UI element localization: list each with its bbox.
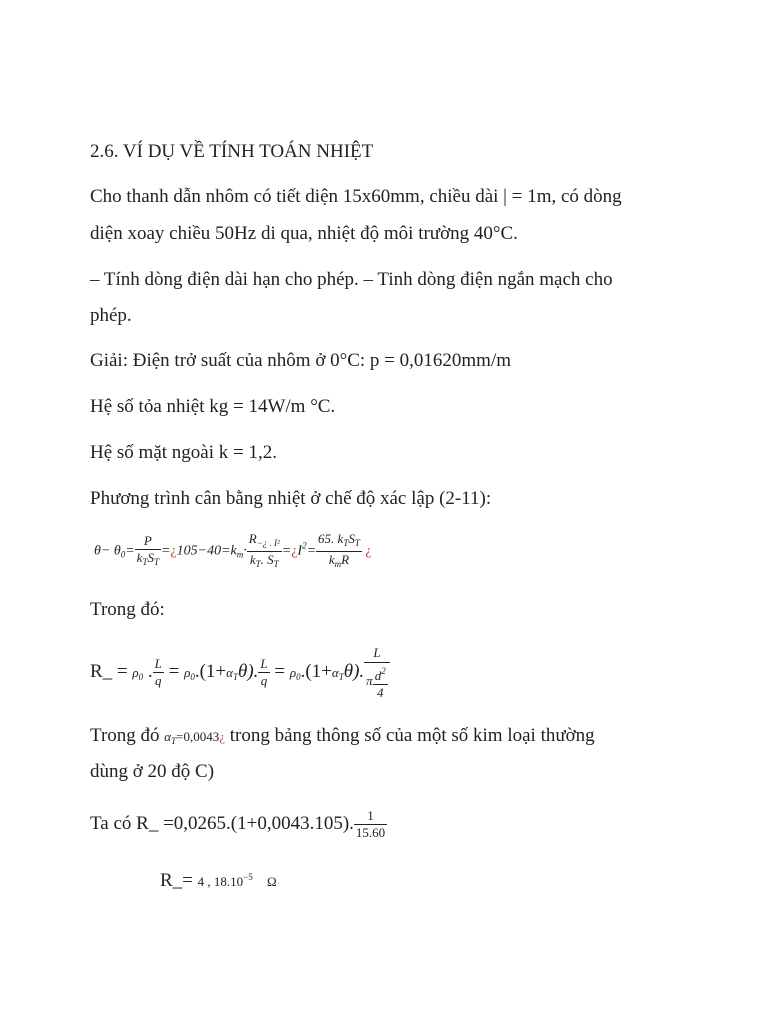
balance-equation-intro: Phương trình cân bằng nhiệt ở chế độ xác lập (2-11): [90,488,492,509]
resistance-calculation [90,806,387,842]
where-label: Trong đó: [90,599,165,620]
eq2-frac-area: L π $\frac{d^2}{4}$ [364,646,390,700]
task-text-line-1: – Tính dòng điện dài hạn cho phép. – Tinh dòng điện ngắn mạch cho [90,269,613,290]
problem-text-line-1: Cho thanh dẫn nhôm có tiết diện 15x60mm, chiều dài | = 1m, có dòng [90,186,622,207]
alpha-value: =0,0043 [176,729,220,744]
alpha-symbol: α [164,729,172,744]
eq1-lhs: θ− θ [94,543,121,559]
eq1-placeholder-2: ¿ [291,543,298,559]
solution-resistivity: Giải: Điện trở suất của nhôm ở 0°C: p = 0,01620mm/m [90,350,512,371]
eq2-prefix: R_ = [90,661,128,682]
result-exponent: −5 [243,872,253,882]
problem-text-line-2: diện xoay chiều 50Hz di qua, nhiệt độ môi trường 40°C. [90,223,518,244]
alpha-line-1: Trong đó $\alpha_T=0,0043¿$ trong bảng thông số của một số kim loại thường [90,725,595,746]
eq1-mid: 105−40=k [176,543,237,559]
calc-fraction: $\frac{1}{15.60}$ [355,808,386,841]
resistance-equation: R_ = $\rho_0$ . $\frac{L}{q}$ = $\rho_0.(1+\alpha_T\theta)$. $\frac{L}{q}$ = $\rho_0.(1+\alpha_T\theta)$. L π $\frac{d^2}{4}$ [90,642,390,707]
eq1-placeholder-3: ¿ [365,543,372,559]
surface-coefficient: Hệ số mặt ngoài k = 1,2. [90,442,277,463]
eq1-lhs-sub: 0 [120,549,126,560]
eq2-frac-lq-2: $\frac{L}{q}$ [260,656,268,689]
alpha-prefix-text: Trong đó [90,725,160,746]
calc-text: Ta có R_ =0,0265.(1+0,0043.105). [90,813,354,834]
resistance-result [160,859,277,900]
eq1-placeholder-1: ¿ [170,543,177,559]
eq2-frac-lq-1: $\frac{L}{q}$ [154,656,162,689]
heat-coefficient: Hệ số tỏa nhiệt kg = 14W/m °C. [90,396,336,417]
eq1-frac-1: $\frac{P}{k_TS_T}$ [136,533,159,567]
section-heading: 2.6. VÍ DỤ VỀ TÍNH TOÁN NHIỆT [90,141,374,162]
alpha-placeholder: ¿ [219,729,225,744]
result-prefix: R_= [160,870,193,891]
eq1-frac-2: $\frac{R_{-¿ . I^2}}{k_T. S_T}$ [248,531,280,569]
eq1-frac-3: $\frac{65. k_TS_T}{k_mR}$ [318,531,360,569]
result-value: 4 , 18.10 [197,874,244,889]
alpha-line-2: dùng ở 20 độ C) [90,761,215,782]
ohm-symbol: Ω [266,874,277,889]
task-text-line-2: phép. [90,305,132,326]
heat-balance-equation: $\theta- \theta_0=$ $\frac{P}{k_TS_T}$ $=¿105-40=k_m\cdot$ $\frac{R_{-¿ . I^2}}{k_T. S_T}$ $=¿I^2=$ $\frac{65. k_TS_T}{k_mR}$ ¿ [94,531,372,569]
alpha-suffix-text: trong bảng thông số của một số kim loại thường [229,725,595,746]
